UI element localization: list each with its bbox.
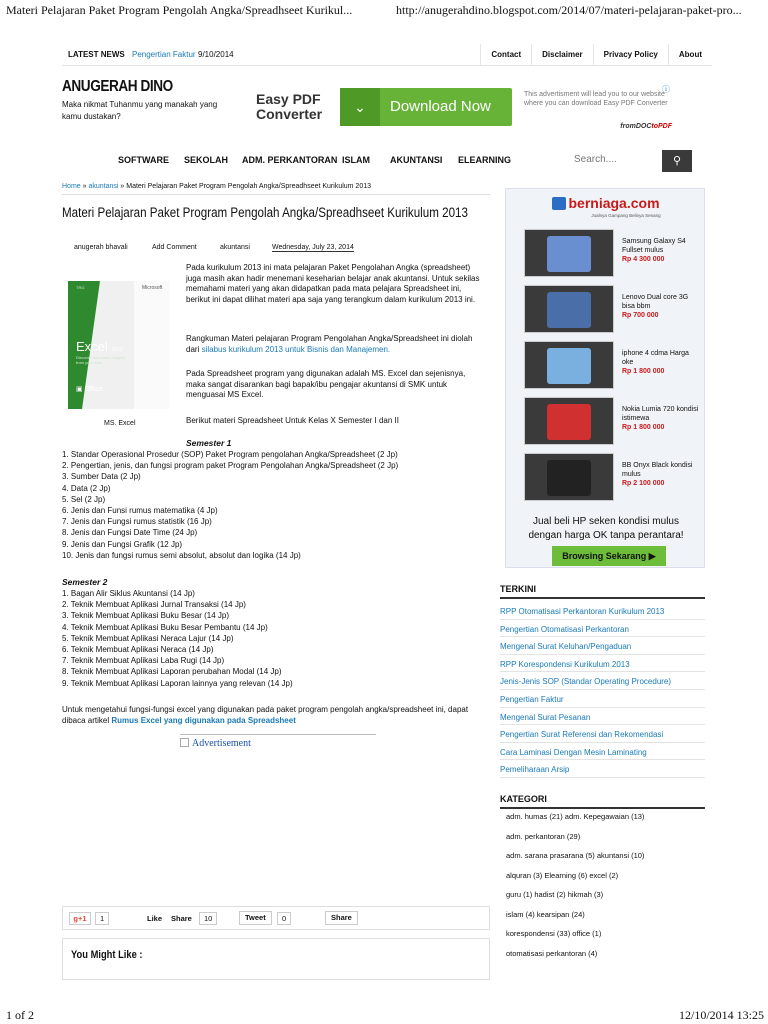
breadcrumb-category[interactable]: akuntansi — [88, 183, 119, 190]
add-comment-link[interactable]: Add Comment — [152, 244, 197, 251]
kategori-line[interactable]: adm. humas (21) adm. Kepegawaian (13) — [506, 812, 645, 821]
phone-image — [524, 453, 614, 501]
latest-news-label: LATEST NEWS — [68, 50, 125, 59]
nav-adm-perkantoran[interactable]: ADM. PERKANTORAN — [242, 155, 338, 165]
phone-image — [524, 229, 614, 277]
search-input[interactable]: Search.... — [574, 154, 617, 165]
main-nav — [62, 152, 712, 170]
kategori-line[interactable]: adm. sarana prasarana (5) akuntansi (10) — [506, 851, 645, 860]
terkini-list — [500, 602, 705, 778]
rumus-excel-link[interactable]: Rumus Excel yang digunakan pada Spreadsheet — [111, 715, 296, 725]
top-nav-contact[interactable]: Contact — [480, 44, 531, 66]
phone-screen — [547, 236, 591, 272]
list-item: 5. Teknik Membuat Aplikasi Neraca Lajur (14 Jp) — [62, 633, 234, 643]
list-item: 7. Jenis dan Fungsi rumus statistik (16 Jp) — [62, 517, 212, 527]
site-title[interactable]: ANUGERAH DINO — [62, 78, 173, 95]
terkini-item[interactable]: Mengenal Surat Keluhan/Pengaduan — [500, 637, 705, 655]
top-nav — [480, 44, 712, 66]
print-title: Materi Pelajaran Paket Program Pengolah Angka/Spreadhseet Kurikul... — [6, 3, 353, 17]
banner-ad-brand: fromDOCtoPDF — [620, 123, 672, 130]
list-item: 5. Sel (2 Jp) — [62, 494, 106, 504]
excel-logo-text: Excel 2013 — [76, 339, 123, 354]
advertisement-label[interactable]: Advertisement — [180, 738, 251, 749]
semester-1-list — [62, 449, 398, 561]
kategori-list — [500, 812, 705, 968]
terkini-item[interactable]: Cara Laminasi Dengan Mesin Laminating — [500, 743, 705, 761]
list-item: 2. Pengertian, jenis, dan fungsi program paket Program Pengolahan Angka/Spreadsheet (2 Jp) — [62, 461, 399, 471]
kategori-line[interactable]: korespondensi (33) office (1) — [506, 929, 602, 938]
print-datetime: 12/10/2014 13:25 — [678, 1008, 764, 1022]
list-item: 3. Teknik Membuat Aplikasi Buku Besar (14 Jp) — [62, 611, 230, 621]
post-author[interactable]: anugerah bhavali — [74, 244, 128, 251]
paragraph-source: Rangkuman Materi pelajaran Program Pengolahan Angka/Spreadsheet ini diolah dari silabus kurikulum 2013 untuk Bisnis dan Manajemen. — [186, 334, 473, 354]
chevron-down-icon: ⌄ — [340, 88, 380, 126]
phone-image — [524, 397, 614, 445]
ad-item[interactable]: BB Onyx Black kondisi mulus Rp 2 100 000 — [524, 453, 696, 503]
ad-item[interactable]: iphone 4 cdma Harga oke Rp 1 800 000 — [524, 341, 696, 391]
list-item: 9. Teknik Membuat Aplikasi Laporan lainnya yang relevan (14 Jp) — [62, 678, 293, 688]
terkini-item[interactable]: Pemeliharaan Arsip — [500, 760, 705, 778]
phone-screen — [547, 348, 591, 384]
berniaga-ad[interactable] — [505, 188, 705, 568]
semester-1-title: Semester 1 — [186, 438, 232, 448]
phone-screen — [547, 404, 591, 440]
ad-item[interactable]: Samsung Galaxy S4 Fullset mulus Rp 4 300 000 — [524, 229, 696, 279]
latest-news-date: 9/10/2014 — [198, 50, 234, 59]
search-button[interactable] — [662, 150, 692, 172]
nav-software[interactable]: SOFTWARE — [118, 155, 169, 165]
berniaga-logo: berniaga.com — [506, 195, 706, 211]
google-plus-button[interactable]: g+1 — [69, 912, 91, 925]
shopping-bag-icon — [552, 197, 566, 210]
terkini-item[interactable]: Jenis-Jenis SOP (Standar Operating Procedure) — [500, 672, 705, 690]
related-posts — [62, 938, 490, 980]
semester-2-title: Semester 2 — [62, 577, 108, 587]
terkini-title: TERKINI — [500, 584, 705, 599]
list-item: 6. Jenis dan Funsi rumus matematika (4 Jp) — [62, 506, 218, 516]
list-item: 10. Jenis dan fungsi rumus semi absolut, absolut dan logika (14 Jp) — [62, 550, 301, 560]
nav-akuntansi[interactable]: AKUNTANSI — [390, 155, 443, 165]
list-item: 7. Teknik Membuat Aplikasi Laba Rugi (14 Jp) — [62, 656, 225, 666]
phone-image — [524, 341, 614, 389]
site-tagline: Maka nikmat Tuhanmu yang manakah yang kamu dustakan? — [62, 100, 218, 121]
silabus-link[interactable]: silabus kurikulum 2013 untuk Bisnis dan Manajemen. — [201, 344, 391, 354]
terkini-item[interactable]: Pengertian Faktur — [500, 690, 705, 708]
share-bar — [62, 906, 490, 930]
nav-sekolah[interactable]: SEKOLAH — [184, 155, 229, 165]
list-item: 2. Teknik Membuat Aplikasi Jurnal Transaksi (14 Jp) — [62, 600, 246, 610]
terkini-item[interactable]: Pengertian Otomatisasi Perkantoran — [500, 620, 705, 638]
top-nav-disclaimer[interactable]: Disclaimer — [531, 44, 592, 66]
paragraph-list-intro: Berikut materi Spreadsheet Untuk Kelas X Semester I dan II — [186, 416, 399, 425]
list-item: 8. Teknik Membuat Aplikasi Laporan perubahan Modal (14 Jp) — [62, 667, 282, 677]
phone-screen — [547, 292, 591, 328]
list-item: 4. Data (2 Jp) — [62, 483, 111, 493]
related-posts-title: You Might Like : — [71, 949, 143, 961]
list-item: 4. Teknik Membuat Aplikasi Buku Besar Pembantu (14 Jp) — [62, 622, 268, 632]
berniaga-cta: Jual beli HP seken kondisi mulus dengan harga OK tanpa perantara! — [528, 516, 684, 541]
nav-elearning[interactable]: ELEARNING — [458, 155, 512, 165]
book-caption: MS. Excel — [104, 420, 136, 427]
ad-item[interactable]: Nokia Lumia 720 kondisi istimewa Rp 1 800 000 — [524, 397, 696, 447]
kategori-line[interactable]: alquran (3) Elearning (6) excel (2) — [506, 870, 619, 880]
breadcrumb-home[interactable]: Home — [62, 183, 81, 190]
top-bar — [62, 44, 712, 66]
paragraph-closing: Untuk mengetahui fungsi-fungsi excel yang digunakan pada paket program pengolah angka/spreadsheet ini, dapat dibaca artikel Rumus Excel yang digunakan pada Spreadsheet — [62, 705, 469, 725]
kategori-line[interactable]: adm. perkantoran (29) — [506, 831, 581, 841]
kategori-title: KATEGORI — [500, 794, 705, 809]
semester-2-list — [62, 588, 293, 689]
like-button[interactable]: Like — [147, 914, 163, 923]
search-icon: ⚲ — [672, 155, 682, 167]
google-plus-count: 1 — [95, 912, 109, 925]
phone-screen — [547, 460, 591, 496]
kategori-line[interactable]: guru (1) hadist (2) hikmah (3) — [506, 890, 604, 899]
print-url: http://anugerahdino.blogspot.com/2014/07/materi-pelajaran-paket-pro... — [396, 3, 742, 17]
office-logo-icon: ▣ Office — [76, 386, 103, 393]
info-icon[interactable]: ⓘ — [662, 85, 670, 94]
terkini-item[interactable]: Pengertian Surat Referensi dan Rekomendasi — [500, 725, 705, 743]
top-nav-about[interactable]: About — [668, 44, 712, 66]
share-button[interactable]: Share — [325, 911, 358, 925]
top-nav-privacy-policy[interactable]: Privacy Policy — [593, 44, 668, 66]
breadcrumb: Home » akuntansi » Materi Pelajaran Paket Program Pengolah Angka/Spreadhseet Kurikulum 2013 — [62, 183, 490, 195]
breadcrumb-current: Materi Pelajaran Paket Program Pengolah Angka/Spreadhseet Kurikulum 2013 — [126, 183, 372, 190]
print-header — [0, 0, 768, 22]
paragraph-excel: Pada Spreadsheet program yang digunakan adalah MS. Excel dan sejenisnya, maka sangat disarankan bagi bapak/ibu pengajar akuntansi di SMK untuk menguasai MS Excel. — [186, 369, 466, 400]
browsing-sekarang-button[interactable]: Browsing Sekarang ▶ — [552, 546, 666, 566]
kategori-line[interactable]: islam (4) kearsipan (24) — [506, 909, 585, 919]
latest-news-link[interactable]: Pengertian Faktur — [132, 50, 196, 59]
print-page-number: 1 of 2 — [6, 1008, 34, 1022]
advertisement-slot — [180, 734, 376, 894]
kategori-line[interactable]: otomatisasi perkantoran (4) — [506, 948, 598, 958]
banner-ad-title: Easy PDF Converter — [256, 91, 323, 122]
nav-islam[interactable]: ISLAM — [342, 155, 370, 165]
post-category[interactable]: akuntansi — [220, 244, 250, 251]
list-item: 6. Teknik Membuat Aplikasi Neraca (14 Jp) — [62, 645, 214, 655]
paragraph-intro: Pada kurikulum 2013 ini mata pelajaran Paket Pengolahan Angka (spreadsheet) juga masih akan hadir menemani keseharian belajar anak akuntansi. Untuk sekilas memahami materi yang akan didapatkan pada mata pelajara Spreadsheet ini, berikut ini dapat dilihat materi apa saja yang terangkum dalam kurikulum 2013 ini. — [186, 263, 480, 304]
post-date: Wednesday, July 23, 2014 — [272, 244, 354, 251]
list-item: 1. Standar Operasional Prosedur (SOP) Paket Program pengolahan Angka/Spreadsheet (2 Jp) — [62, 450, 398, 459]
ad-item[interactable]: Lenovo Dual core 3G bisa bbm Rp 700 000 — [524, 285, 696, 335]
list-item: 1. Bagan Alir Siklus Akuntansi (14 Jp) — [62, 589, 195, 598]
download-now-button[interactable]: ⌄ Download Now — [340, 88, 512, 126]
phone-image — [524, 285, 614, 333]
tweet-count: 0 — [277, 912, 291, 925]
list-item: 3. Sumber Data (2 Jp) — [62, 472, 141, 482]
list-item: 9. Jenis dan Fungsi Grafik (12 Jp) — [62, 539, 183, 549]
excel-book-cover-image: TRG Microsoft Excel 2013 Discover and share insights from your data. ▣ Office — [68, 281, 170, 409]
facebook-share-button[interactable]: Share — [171, 914, 192, 923]
terkini-item[interactable]: RPP Otomatisasi Perkantoran Kurikulum 2013 — [500, 602, 705, 620]
list-item: 8. Jenis dan Fungsi Date Time (24 Jp) — [62, 528, 198, 538]
berniaga-slogan: Jualnya Gampang Belinya Senang — [591, 213, 661, 218]
tweet-button[interactable]: Tweet — [239, 911, 272, 925]
banner-ad[interactable] — [248, 84, 676, 132]
banner-ad-note: This advertisment will lead you to our website where you can download Easy PDF Converter — [524, 91, 668, 107]
terkini-item[interactable]: RPP Korespondensi Kurikulum 2013 — [500, 655, 705, 673]
broken-image-icon — [180, 738, 189, 747]
post-title: Materi Pelajaran Paket Program Pengolah Angka/Spreadhseet Kurikulum 2013 — [62, 205, 468, 220]
facebook-share-count: 10 — [199, 912, 217, 925]
terkini-item[interactable]: Mengenal Surat Pesanan — [500, 708, 705, 726]
